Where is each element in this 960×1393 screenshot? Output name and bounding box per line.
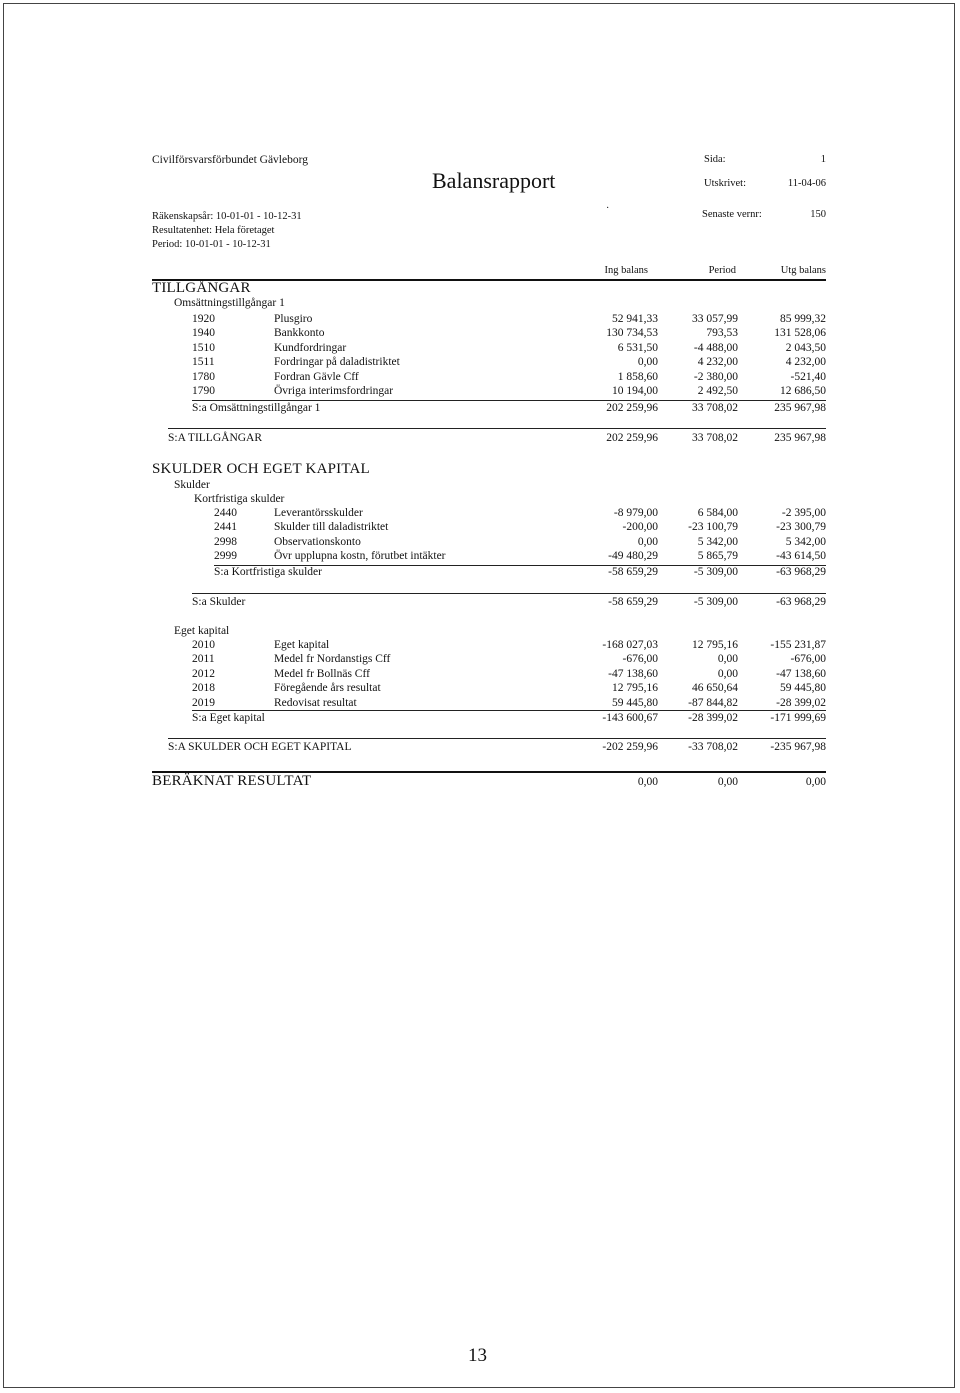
table-row — [0, 371, 960, 385]
account-name: Medel fr Bollnäs Cff — [274, 667, 370, 680]
utg-value: 85 999,32 — [780, 313, 826, 325]
period-value: 33 708,02 — [692, 402, 738, 414]
table-row — [0, 668, 960, 682]
printed-value: 11-04-06 — [787, 178, 826, 189]
row-label: S:a Skulder — [192, 596, 246, 608]
account-name: Skulder till daladistriktet — [274, 521, 389, 534]
report-title: Balansrapport — [432, 168, 556, 193]
ing-value: -676,00 — [622, 653, 658, 666]
ing-value: 202 259,96 — [606, 432, 658, 444]
account-number: 2012 — [192, 667, 215, 680]
utg-value: -235 967,98 — [770, 741, 826, 753]
utg-value: 235 967,98 — [774, 402, 826, 414]
short-total-row — [0, 566, 960, 580]
row-label: S:a Omsättningstillgångar 1 — [192, 402, 321, 414]
result-label: BERÄKNAT RESULTAT — [152, 773, 312, 789]
ing-value: 130 734,53 — [606, 327, 658, 340]
account-name: Leverantörsskulder — [274, 507, 363, 519]
account-number: 1510 — [192, 341, 215, 354]
row-label: S:A TILLGÅNGAR — [168, 432, 263, 444]
period-value: -2 380,00 — [693, 370, 738, 383]
utg-value: 59 445,80 — [780, 682, 826, 695]
ing-value: 12 795,16 — [612, 682, 658, 695]
ing-value: 59 445,80 — [612, 696, 658, 709]
table-row — [0, 521, 960, 535]
utg-value: 12 686,50 — [780, 385, 826, 397]
col-ing-balans: Ing balans — [604, 265, 648, 276]
table-row — [0, 385, 960, 399]
period-value: 0,00 — [717, 653, 738, 666]
table-row — [0, 639, 960, 653]
header-rule — [152, 279, 826, 281]
utg-value: 5 342,00 — [785, 535, 826, 548]
utg-value: -43 614,50 — [776, 550, 826, 563]
account-name: Kundfordringar — [274, 341, 347, 354]
page-label: Sida: — [704, 154, 726, 165]
utg-value: 0,00 — [805, 776, 826, 788]
ing-value: -168 027,03 — [602, 639, 658, 651]
result-unit: Resultatenhet: Hela företaget — [152, 225, 275, 236]
latest-voucher-label: Senaste vernr: — [702, 209, 762, 220]
assets-total-row — [0, 432, 960, 446]
utg-value: 4 232,00 — [785, 356, 826, 369]
liabilities-heading: SKULDER OCH EGET KAPITAL — [152, 461, 370, 477]
account-name: Plusgiro — [274, 313, 313, 325]
assets-group-total-row — [0, 402, 960, 416]
table-row — [0, 697, 960, 711]
ing-value: -49 480,29 — [608, 550, 658, 563]
ing-value: -202 259,96 — [602, 741, 658, 753]
utg-value: 2 043,50 — [785, 341, 826, 354]
row-label: S:A SKULDER OCH EGET KAPITAL — [168, 741, 352, 753]
account-number: 1511 — [192, 356, 215, 369]
report-period: Period: 10-01-01 - 10-12-31 — [152, 239, 271, 250]
account-number: 1790 — [192, 385, 215, 397]
period-value: 6 584,00 — [697, 507, 738, 519]
utg-value: 131 528,06 — [774, 327, 826, 340]
liabilities-total-row — [0, 741, 960, 755]
utg-value: -23 300,79 — [776, 521, 826, 534]
period-value: 2 492,50 — [697, 385, 738, 397]
account-number: 2998 — [214, 535, 237, 548]
ing-value: 6 531,50 — [617, 341, 658, 354]
period-value: 12 795,16 — [692, 639, 738, 651]
utg-value: -28 399,02 — [776, 696, 826, 709]
table-row — [0, 536, 960, 550]
page-value: 1 — [820, 154, 826, 165]
account-number: 2019 — [192, 696, 215, 709]
ing-value: -58 659,29 — [608, 566, 658, 578]
assets-total-rule — [168, 428, 826, 429]
table-row — [0, 550, 960, 564]
account-name: Observationskonto — [274, 535, 361, 548]
period-value: 0,00 — [717, 667, 738, 680]
period-value: 33 708,02 — [692, 432, 738, 444]
skulder-total-row — [0, 596, 960, 610]
table-row — [0, 356, 960, 370]
company-name: Civilförsvarsförbundet Gävleborg — [152, 154, 308, 166]
col-period: Period — [708, 265, 736, 276]
account-number: 2018 — [192, 682, 215, 695]
account-name: Bankkonto — [274, 327, 325, 340]
account-number: 1920 — [192, 313, 215, 325]
account-name: Medel fr Nordanstigs Cff — [274, 653, 391, 666]
account-name: Fordringar på daladistriktet — [274, 356, 400, 369]
period-value: -87 844,82 — [688, 696, 738, 709]
period-value: 4 232,00 — [697, 356, 738, 369]
period-value: 5 865,79 — [697, 550, 738, 563]
ing-value: 202 259,96 — [606, 402, 658, 414]
account-number: 1780 — [192, 370, 215, 383]
ing-value: 10 194,00 — [612, 385, 658, 397]
account-name: Eget kapital — [274, 639, 330, 651]
account-number: 2999 — [214, 550, 237, 563]
fiscal-year: Räkenskapsår: 10-01-01 - 10-12-31 — [152, 211, 302, 222]
ing-value: 52 941,33 — [612, 313, 658, 325]
account-name: Övriga interimsfordringar — [274, 385, 394, 397]
table-row — [0, 342, 960, 356]
ing-value: -58 659,29 — [608, 596, 658, 608]
liabilities-total-rule — [168, 738, 826, 739]
utg-value: -47 138,60 — [776, 667, 826, 680]
utg-value: 235 967,98 — [774, 432, 826, 444]
current-assets-label: Omsättningstillgångar 1 — [174, 297, 285, 309]
period-value: 5 342,00 — [697, 535, 738, 548]
result-row — [0, 776, 960, 790]
table-row — [0, 653, 960, 667]
account-number: 2010 — [192, 639, 215, 651]
account-number: 2011 — [192, 653, 215, 666]
dot-mark: · — [606, 203, 610, 214]
ing-value: 0,00 — [637, 535, 658, 548]
ing-value: 0,00 — [637, 776, 658, 788]
table-row — [0, 682, 960, 696]
assets-subtotal-rule — [192, 400, 826, 401]
ing-value: 1 858,60 — [617, 370, 658, 383]
utg-value: -676,00 — [790, 653, 826, 666]
utg-value: -2 395,00 — [781, 507, 826, 519]
period-value: -23 100,79 — [688, 521, 738, 534]
row-label: S:a Eget kapital — [192, 712, 265, 724]
period-value: 46 650,64 — [692, 682, 738, 695]
latest-voucher-value: 150 — [810, 209, 826, 220]
period-value: -4 488,00 — [693, 341, 738, 354]
table-row — [0, 313, 960, 327]
period-value: 0,00 — [717, 776, 738, 788]
table-row — [0, 327, 960, 341]
account-number: 2440 — [214, 507, 237, 519]
ing-value: -8 979,00 — [613, 507, 658, 519]
utg-value: -171 999,69 — [770, 712, 826, 724]
ing-value: -143 600,67 — [602, 712, 658, 724]
equity-total-row — [0, 712, 960, 726]
equity-label: Eget kapital — [174, 625, 230, 637]
page-number: 13 — [468, 1345, 487, 1366]
period-value: -5 309,00 — [693, 596, 738, 608]
period-value: -28 399,02 — [688, 712, 738, 724]
account-name: Redovisat resultat — [274, 696, 357, 709]
account-name: Övr upplupna kostn, förutbet intäkter — [274, 550, 446, 563]
ing-value: -47 138,60 — [608, 667, 658, 680]
utg-value: -155 231,87 — [770, 639, 826, 651]
account-number: 2441 — [214, 521, 237, 534]
ing-value: 0,00 — [637, 356, 658, 369]
row-label: S:a Kortfristiga skulder — [214, 566, 322, 578]
utg-value: -63 968,29 — [776, 566, 826, 578]
utg-value: -521,40 — [790, 370, 826, 383]
short-term-label: Kortfristiga skulder — [194, 493, 285, 505]
account-name: Föregående års resultat — [274, 682, 381, 695]
skulder-total-rule — [192, 593, 826, 594]
table-row — [0, 507, 960, 521]
period-value: -5 309,00 — [693, 566, 738, 578]
account-number: 1940 — [192, 327, 215, 340]
equity-total-rule — [192, 710, 826, 711]
printed-label: Utskrivet: — [704, 178, 746, 189]
col-utg-balans: Utg balans — [780, 265, 826, 276]
assets-heading: TILLGÅNGAR — [152, 280, 251, 296]
utg-value: -63 968,29 — [776, 596, 826, 608]
period-value: 793,53 — [706, 327, 738, 340]
period-value: 33 057,99 — [692, 313, 738, 325]
skulder-label: Skulder — [174, 479, 210, 491]
account-name: Fordran Gävle Cff — [274, 370, 359, 383]
period-value: -33 708,02 — [688, 741, 738, 753]
ing-value: -200,00 — [622, 521, 658, 534]
